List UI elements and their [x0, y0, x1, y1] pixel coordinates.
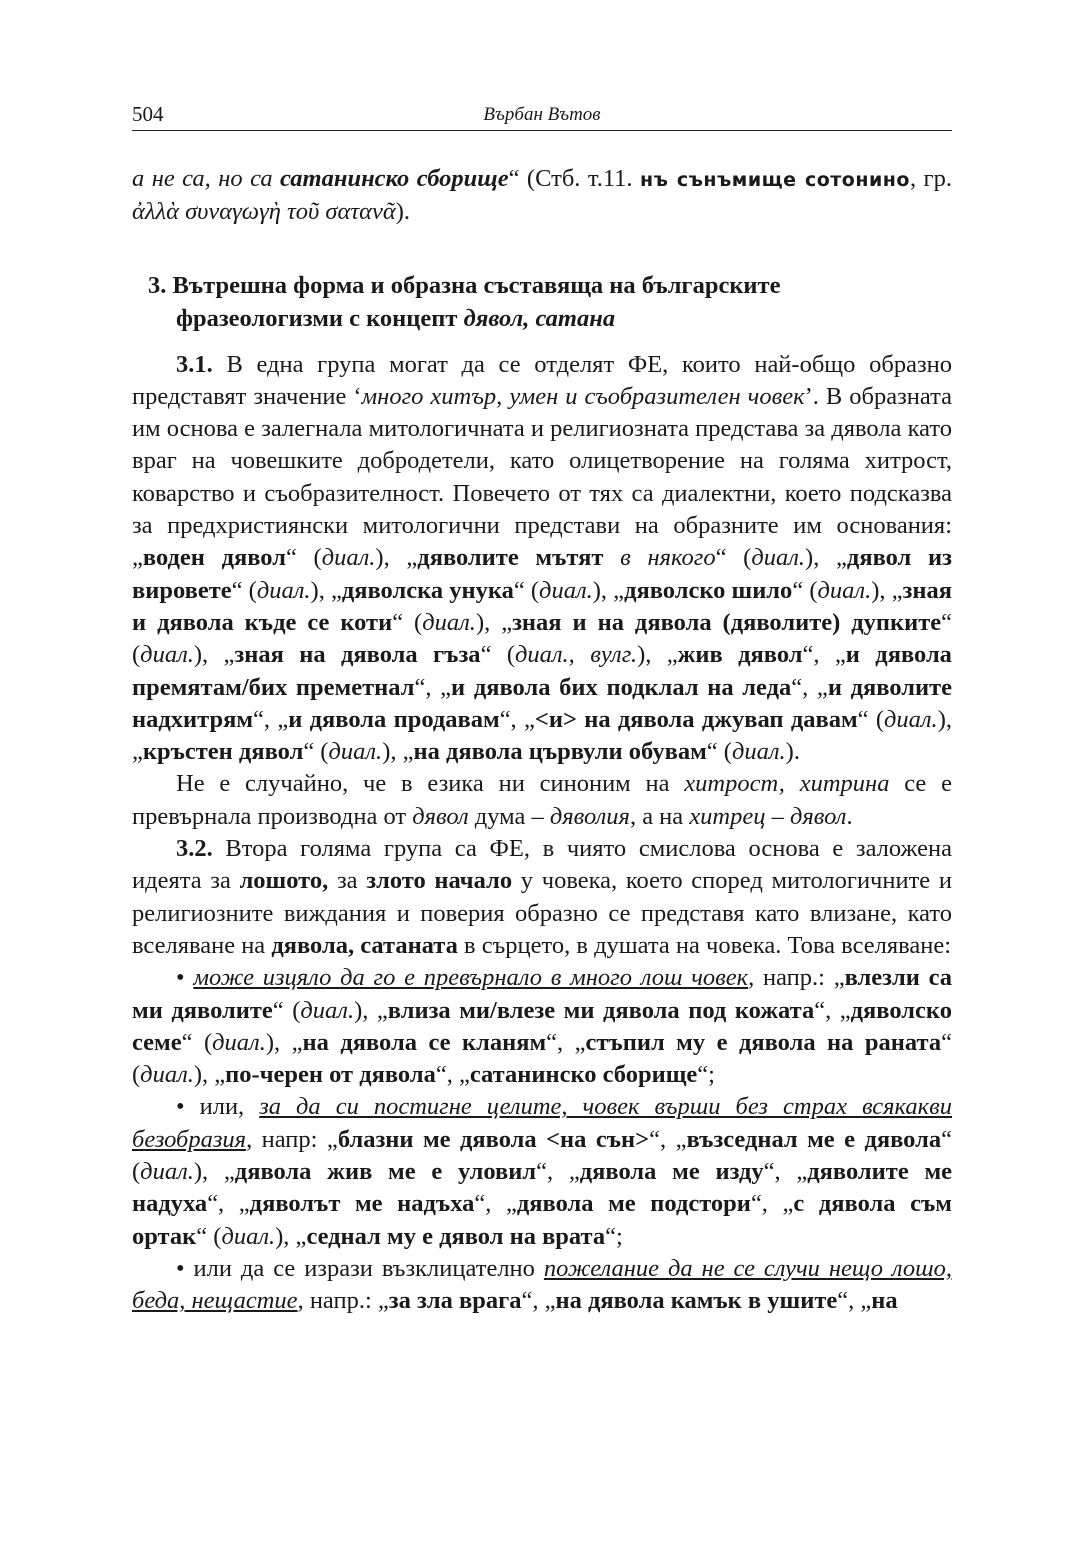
label: диал. — [817, 576, 872, 604]
heading-text: 3. Вътрешна форма и образна съставяща на българските фразеологизми с концепт — [148, 271, 781, 332]
text-span: “ ( — [181, 1028, 213, 1056]
heading-concept: дявол, сатана — [463, 304, 616, 332]
text-span: “, „ — [207, 1190, 250, 1218]
term: хитрост, хитрина — [684, 770, 890, 798]
phrase: дявол из вировете — [132, 544, 952, 604]
text-span: ), „ — [310, 576, 342, 604]
paragraph-3-1 — [132, 349, 952, 769]
phrase: дяволско семе — [132, 996, 952, 1056]
term: дявол — [412, 802, 469, 830]
text-span: . — [846, 802, 853, 830]
text-span: а не са, но са — [132, 165, 281, 192]
text-span: “, „ — [499, 705, 535, 733]
text-span: “ ( — [285, 544, 322, 572]
text-span: ), „ — [375, 544, 418, 572]
text-span: у човека, което според митологичните и религиозните виждания и поверия образно се представя като влизане, като вселяване на — [132, 867, 952, 959]
running-header — [132, 96, 952, 131]
phrase: дявола ме подстори — [516, 1190, 751, 1218]
keyword: лошото, — [239, 867, 329, 895]
phrase: дяволите мътят — [417, 544, 604, 572]
text-span: “ ( — [132, 1125, 952, 1186]
text-span: “ (Стб. т.11. — [508, 165, 641, 192]
text-span: , напр.: „ — [297, 1287, 389, 1315]
page — [132, 96, 952, 1318]
text-span: “, „ — [814, 996, 851, 1024]
phrase: и дявола премятам/бих преметнал — [132, 641, 952, 701]
text-span: ), „ — [805, 544, 847, 572]
text-span: Втора голяма група са ФЕ, в чиято смислова основа е заложена идеята за — [132, 835, 952, 895]
phrase: на дявола се кланям — [302, 1028, 547, 1056]
text-span: “ ( — [392, 608, 423, 636]
bullet-item-3 — [132, 1253, 952, 1318]
label: диал. — [256, 576, 311, 604]
phrase: възседнал ме е дявола — [686, 1125, 942, 1153]
text-span: се е превърнала производна от — [132, 770, 952, 830]
phrase: сатанинско сборище — [469, 1061, 698, 1089]
text-span: “, „ — [474, 1190, 517, 1218]
text-span: “, „ — [837, 1287, 872, 1315]
meaning: много хитър, умен и съобразителен човек — [361, 382, 805, 410]
text-span: в сърцето, в душата на човека. Това вселяване: — [457, 931, 952, 959]
phrase: по-черен от дявола — [225, 1061, 436, 1089]
phrase: блазни ме дявола <на сън> — [337, 1125, 650, 1153]
text-span: ), „ — [475, 608, 513, 636]
page-number: 504 — [132, 102, 164, 126]
text-span: ), „ — [193, 641, 235, 669]
text-span: “ ( — [231, 576, 257, 604]
text-span: “ ( — [196, 1222, 222, 1250]
text-span: , а на — [629, 802, 690, 830]
phrase: и дявола бих подклал на леда — [451, 673, 792, 701]
text-span: “, „ — [435, 1061, 470, 1089]
phrase: сатанинско сборище — [280, 165, 509, 192]
label: диал. — [221, 1222, 276, 1250]
term: дявол — [790, 802, 847, 830]
text-span: ), „ — [382, 738, 414, 766]
phrase: влиза ми/влезе ми дявола под кожата — [387, 996, 815, 1024]
phrase: зная и на дявола (дяволите) дупките — [512, 608, 942, 636]
text-span: “ ( — [792, 576, 818, 604]
phrase: дяволско шило — [624, 576, 793, 604]
bullet: • — [176, 964, 194, 992]
label: диал. — [731, 738, 786, 766]
text-span: “ ( — [272, 996, 301, 1024]
underlined-meaning: за да си постигне целите, човек върши без страх всякакви безобразия — [132, 1093, 952, 1153]
label: диал. — [328, 738, 383, 766]
text-span: “ ( — [480, 641, 515, 669]
phrase: на дявола цървули обувам — [413, 738, 707, 766]
text-span: “; — [697, 1061, 715, 1089]
text-span: “ ( — [715, 544, 752, 572]
text-span: “, „ — [649, 1125, 687, 1153]
text-span: “ ( — [513, 576, 540, 604]
label: диал. — [751, 544, 806, 572]
text-span: ). — [395, 198, 411, 226]
label: диал. — [140, 1158, 194, 1186]
text-span: “; — [605, 1222, 623, 1250]
underlined-meaning: може изцяло да го е превърнало в много лош човек — [193, 964, 749, 992]
text-span: дума – — [468, 802, 550, 830]
old-slavonic-quote: нъ сънъмище сотонино — [640, 169, 910, 191]
label: диал. — [300, 996, 355, 1024]
term: дяволия — [549, 802, 630, 830]
text-span: “, „ — [536, 1158, 580, 1186]
text-span: “, „ — [253, 705, 289, 733]
phrase-italic: в някого — [620, 544, 716, 572]
intro-paragraph — [132, 163, 952, 229]
term: хитрец — [689, 802, 766, 830]
label: диал. — [321, 544, 376, 572]
running-head-author: Върбан Вътов — [483, 104, 601, 125]
text-span: “, „ — [414, 673, 452, 701]
phrase: зная и дявола къде се коти — [132, 576, 952, 636]
paragraph-synonym — [132, 768, 952, 833]
text-span: “, „ — [546, 1028, 586, 1056]
label: диал. — [539, 576, 593, 604]
phrase: кръстен дявол — [142, 738, 304, 766]
section-number: 3.1. — [176, 350, 213, 378]
phrase: дяволът ме надъха — [249, 1190, 475, 1218]
label: диал. — [883, 705, 938, 733]
keyword: злото начало — [366, 867, 513, 895]
phrase: с дявола съм ортак — [132, 1190, 952, 1250]
text-span: “ ( — [706, 738, 732, 766]
phrase: <и> на дявола джувап давам — [534, 705, 858, 733]
phrase: воден дявол — [142, 544, 286, 572]
text-span: , гр. — [909, 165, 952, 192]
text-span: ), „ — [265, 1028, 303, 1056]
phrase: дяволите ме надуха — [132, 1158, 953, 1218]
section-heading — [132, 269, 952, 335]
section-number: 3.2. — [176, 835, 213, 863]
phrase: дявола жив ме е уловил — [234, 1158, 537, 1186]
phrase: и дяволите надхитрям — [132, 673, 953, 733]
text-span: – — [765, 802, 791, 830]
phrase: зная на дявола гъза — [234, 641, 481, 669]
text-span: В една група могат да се отделят ФЕ, които най-общо образно представят значение ‘ — [132, 350, 952, 410]
text-span: ’. В образната им основа е залегнала митологичната и религиозната представа за дявола като враг на човешките добродетели, като олицетворение на голяма хитрост, коварство и съобразителност. Повечето от тях са диалектни, което подсказва за предхристиянски митологични представи на образните им основания: „ — [132, 382, 952, 572]
phrase: седнал му е дявол на врата — [306, 1222, 606, 1250]
paragraph-3-2 — [132, 833, 952, 962]
label: диал. — [140, 1061, 194, 1089]
greek-quote: ἀλλὰ συναγωγὴ τοῦ σατανᾶ — [132, 198, 396, 226]
bullet: • или, — [176, 1093, 260, 1121]
text-span: “, „ — [802, 641, 846, 669]
phrase: влезли са ми дяволите — [132, 964, 952, 1024]
bullet-item-2 — [132, 1091, 952, 1252]
body-text — [132, 163, 952, 1318]
text-span: Не е случайно, че в езика ни синоним на — [176, 770, 685, 798]
text-span: , напр: „ — [246, 1125, 338, 1153]
phrase: и дявола продавам — [288, 705, 500, 733]
text-span: “ ( — [303, 738, 329, 766]
text-span: ), „ — [193, 1158, 235, 1186]
text-span: “, „ — [521, 1287, 556, 1315]
text-span: “ ( — [132, 1028, 952, 1089]
phrase: жив дявол — [677, 641, 803, 669]
phrase: стъпил му е дявола на раната — [585, 1028, 942, 1056]
text-span: “ ( — [132, 608, 953, 669]
label: диал. — [212, 1028, 266, 1056]
text-span: ). — [785, 738, 800, 766]
text-span: “ ( — [857, 705, 884, 733]
text-span: “, „ — [763, 1158, 808, 1186]
text-span: за — [328, 867, 367, 895]
phrase: дявола ме изду — [579, 1158, 764, 1186]
text-span: ), „ — [193, 1061, 226, 1089]
text-span: ), „ — [592, 576, 625, 604]
text-span: , напр.: „ — [748, 964, 845, 992]
text-span: ), „ — [132, 705, 952, 766]
phrase: на дявола камък в ушите — [555, 1287, 838, 1315]
underlined-meaning: пожелание да не се случи нещо лошо, беда, нещастие — [132, 1254, 953, 1315]
text-span: ), „ — [871, 576, 903, 604]
text-span: ), „ — [354, 996, 388, 1024]
text-span: ), „ — [275, 1222, 307, 1250]
bullet-item-1 — [132, 962, 952, 1091]
label: диал. — [140, 641, 194, 669]
keyword: дявола, сатаната — [271, 931, 458, 959]
bullet: • или да се изрази възклицателно — [176, 1254, 544, 1282]
phrase: на — [871, 1287, 898, 1315]
label: диал. — [422, 608, 476, 636]
phrase: за зла врага — [388, 1287, 522, 1315]
label: диал., вулг. — [514, 641, 638, 669]
text-span: “, „ — [750, 1190, 794, 1218]
text-span: ), „ — [637, 641, 678, 669]
text-span: “, „ — [791, 673, 828, 701]
text-span — [603, 544, 620, 571]
phrase: дяволска унука — [341, 576, 514, 604]
